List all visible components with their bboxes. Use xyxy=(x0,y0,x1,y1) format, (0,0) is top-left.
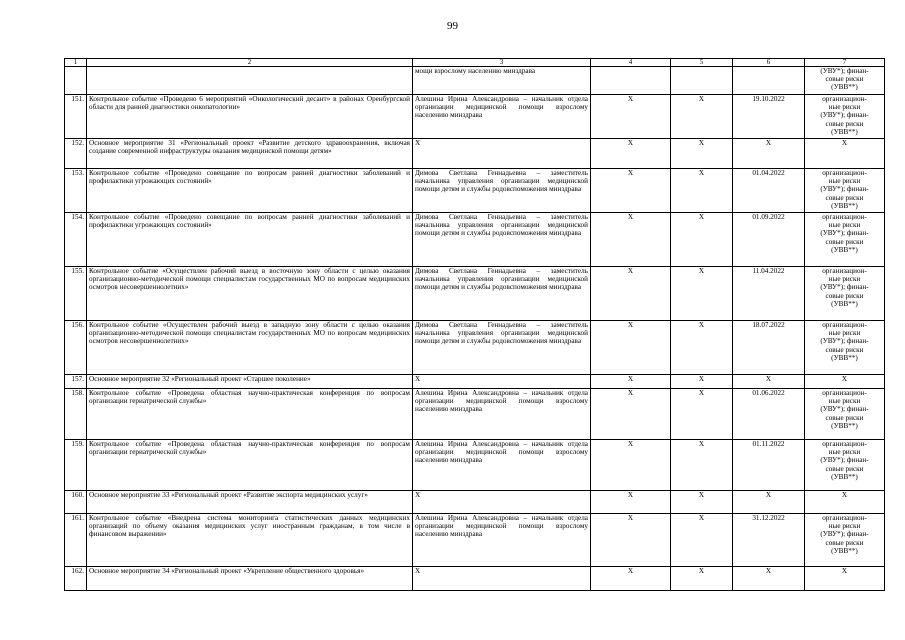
risk-line: организацион- xyxy=(822,514,867,522)
row-number: 161. xyxy=(65,514,87,567)
table-row xyxy=(65,375,885,389)
row-risk xyxy=(805,375,885,389)
row-risk xyxy=(805,267,885,321)
row-col4: Х xyxy=(591,169,671,213)
table-row xyxy=(65,389,885,440)
row-col4: Х xyxy=(591,389,671,440)
risk-line: (УВВ**) xyxy=(831,127,858,136)
row-responsible: Алешина Ирина Александровна – начальник отдела организации медицинской помощи взрослому населению минздрава xyxy=(413,389,591,440)
row-col4: Х xyxy=(591,514,671,567)
risk-line: совые риски xyxy=(825,75,864,84)
risk-line: ные риски xyxy=(828,177,861,186)
column-header: 4 xyxy=(591,59,671,67)
row-col5: Х xyxy=(671,267,733,321)
row-date: Х xyxy=(733,491,805,514)
row-number: 154. xyxy=(65,213,87,267)
row-responsible: Х xyxy=(413,139,591,169)
table-row xyxy=(65,514,885,567)
row-number: 156. xyxy=(65,321,87,375)
row-col5: Х xyxy=(671,389,733,440)
row-col5: Х xyxy=(671,213,733,267)
row-responsible: Алешина Ирина Александровна – начальник отдела организации медицинской помощи взрослому населению минздрава xyxy=(413,440,591,491)
risk-line: (УВВ**) xyxy=(831,546,858,555)
row-col4 xyxy=(591,67,671,95)
risk-line: совые риски xyxy=(825,413,864,422)
risk-line: организацион- xyxy=(822,440,867,448)
risk-line: ные риски xyxy=(828,103,861,112)
risk-line: совые риски xyxy=(825,237,864,246)
row-risk xyxy=(805,95,885,139)
risk-line: (УВВ**) xyxy=(831,421,858,430)
row-risk xyxy=(805,321,885,375)
row-date: 01.09.2022 xyxy=(733,213,805,267)
row-col5: Х xyxy=(671,491,733,514)
risk-line: совые риски xyxy=(825,538,864,547)
row-date: Х xyxy=(733,567,805,591)
column-header: 3 xyxy=(413,59,591,67)
row-number: 152. xyxy=(65,139,87,169)
row-number: 159. xyxy=(65,440,87,491)
risk-line: (УВУ*); финан- xyxy=(820,405,869,414)
risk-line: совые риски xyxy=(825,119,864,128)
row-number: 158. xyxy=(65,389,87,440)
row-description: Основное мероприятие 33 «Региональный проект «Развитие экспорта медицинских услуг» xyxy=(87,491,413,514)
risk-line: совые риски xyxy=(825,464,864,473)
risk-line: ные риски xyxy=(828,221,861,230)
row-responsible: Димова Светлана Геннадьевна – заместитель начальника управления организации медицинской помощи детям и службы родовспоможения минздрава xyxy=(413,267,591,321)
column-header: 1 xyxy=(65,59,87,67)
row-risk xyxy=(805,567,885,591)
table-row xyxy=(65,491,885,514)
row-responsible: мощи взрослому населению минздрава xyxy=(413,67,591,95)
risk-line: (УВУ*); финан- xyxy=(820,229,869,238)
row-description: Контрольное событие «Осуществлен рабочий выезд в восточную зону области с целью оказания организационно-методической помощи специалистам государственных МО по вопросам медицинских осмотров несовершеннолетних» xyxy=(87,267,413,321)
risk-line: организацион- xyxy=(822,389,867,397)
row-responsible: Х xyxy=(413,375,591,389)
row-risk xyxy=(805,514,885,567)
row-responsible: Алешина Ирина Александровна – начальник отдела организации медицинской помощи взрослому населению минздрава xyxy=(413,95,591,139)
risk-line: организацион- xyxy=(822,321,867,329)
row-risk xyxy=(805,389,885,440)
row-col4: Х xyxy=(591,491,671,514)
row-responsible: Алешина Ирина Александровна – начальник отдела организации медицинской помощи взрослому населению минздрава xyxy=(413,514,591,567)
row-col4: Х xyxy=(591,95,671,139)
row-number: 157. xyxy=(65,375,87,389)
row-number: 162. xyxy=(65,567,87,591)
row-date: 01.06.2022 xyxy=(733,389,805,440)
risk-line: (УВУ*); финан- xyxy=(820,185,869,194)
row-date: Х xyxy=(733,139,805,169)
risk-line: ные риски xyxy=(828,397,861,406)
row-col5: Х xyxy=(671,321,733,375)
row-description: Контрольное событие «Проведено совещание по вопросам ранней диагностики заболеваний и профилактики угрожающих состояний» xyxy=(87,169,413,213)
row-col4: Х xyxy=(591,375,671,389)
table-row xyxy=(65,267,885,321)
risk-line: (УВУ*); финан- xyxy=(820,456,869,465)
page-number: 99 xyxy=(447,20,458,32)
risk-line: (УВУ*); финан- xyxy=(820,111,869,120)
row-risk xyxy=(805,491,885,514)
risk-line: Х xyxy=(841,139,848,147)
table-row xyxy=(65,567,885,591)
table-row xyxy=(65,213,885,267)
risk-line: (УВВ**) xyxy=(831,245,858,254)
row-responsible: Х xyxy=(413,491,591,514)
table-body xyxy=(65,67,885,591)
risk-line: (УВВ**) xyxy=(831,83,858,92)
row-date: 01.11.2022 xyxy=(733,440,805,491)
risk-line: (УВВ**) xyxy=(831,353,858,362)
column-header: 2 xyxy=(87,59,413,67)
row-description: Контрольное событие «Проведено совещание по вопросам ранней диагностики заболеваний и профилактики угрожающих состояний» xyxy=(87,213,413,267)
row-col5: Х xyxy=(671,375,733,389)
row-col5: Х xyxy=(671,95,733,139)
row-number xyxy=(65,67,87,95)
row-col5: Х xyxy=(671,514,733,567)
risk-line: (УВВ**) xyxy=(831,299,858,308)
row-responsible: Димова Светлана Геннадьевна – заместитель начальника управления организации медицинской помощи детям и службы родовспоможения минздрава xyxy=(413,169,591,213)
risk-line: Х xyxy=(841,567,848,575)
risk-line: ные риски xyxy=(828,522,861,531)
row-risk xyxy=(805,139,885,169)
risk-line: совые риски xyxy=(825,193,864,202)
column-number-row xyxy=(65,59,885,67)
risk-line: совые риски xyxy=(825,291,864,300)
risk-line: (УВУ*); финан- xyxy=(820,283,869,292)
risk-line: (УВУ*); финан- xyxy=(820,530,869,539)
risk-line: совые риски xyxy=(825,345,864,354)
row-description xyxy=(87,67,413,95)
row-col4: Х xyxy=(591,321,671,375)
row-col5: Х xyxy=(671,139,733,169)
table-row xyxy=(65,95,885,139)
risk-line: ные риски xyxy=(828,448,861,457)
risk-line: организацион- xyxy=(822,169,867,177)
row-col5: Х xyxy=(671,567,733,591)
row-date: 11.04.2022 xyxy=(733,267,805,321)
row-description: Основное мероприятие 32 «Региональный проект «Старшее поколение» xyxy=(87,375,413,389)
column-header: 7 xyxy=(805,59,885,67)
row-description: Контрольное событие «Проведена областная научно-практическая конференция по вопросам организации гериатрической службы» xyxy=(87,389,413,440)
risk-line: организацион- xyxy=(822,213,867,221)
row-description: Контрольное событие «Проведено 6 мероприятий «Онкологический десант» в районах Оренбургской области для ранней диагностики онкопатологии» xyxy=(87,95,413,139)
column-header: 6 xyxy=(733,59,805,67)
risk-line: Х xyxy=(841,375,848,383)
plan-table xyxy=(64,58,885,591)
row-date: Х xyxy=(733,375,805,389)
row-risk xyxy=(805,213,885,267)
table-row xyxy=(65,321,885,375)
row-description: Основное мероприятие 34 «Региональный проект «Укрепление общественного здоровья» xyxy=(87,567,413,591)
risk-line: ные риски xyxy=(828,275,861,284)
row-date: 19.10.2022 xyxy=(733,95,805,139)
risk-line: (УВУ*); финан- xyxy=(820,337,869,346)
row-date xyxy=(733,67,805,95)
row-date: 31.12.2022 xyxy=(733,514,805,567)
row-col5 xyxy=(671,67,733,95)
row-number: 155. xyxy=(65,267,87,321)
risk-line: организацион- xyxy=(822,267,867,275)
risk-line: Х xyxy=(841,491,848,499)
row-col4: Х xyxy=(591,440,671,491)
row-description: Контрольное событие «Осуществлен рабочий выезд в западную зону области с целью оказания организационно-методической помощи специалистам государственных МО по вопросам медицинских осмотров несовершеннолетних» xyxy=(87,321,413,375)
row-description: Контрольное событие «Проведена областная научно-практическая конференция по вопросам организации гериатрической службы» xyxy=(87,440,413,491)
risk-line: ные риски xyxy=(828,329,861,338)
row-description: Основное мероприятие 31 «Региональный проект «Развитие детского здравоохранения, включая создание современной инфраструктуры оказания медицинской помощи детям» xyxy=(87,139,413,169)
row-responsible: Димова Светлана Геннадьевна – заместитель начальника управления организации медицинской помощи детям и службы родовспоможения минздрава xyxy=(413,213,591,267)
row-number: 160. xyxy=(65,491,87,514)
table-row xyxy=(65,169,885,213)
table-row xyxy=(65,440,885,491)
continuation-row xyxy=(65,67,885,95)
risk-line: организацион- xyxy=(822,95,867,103)
row-risk xyxy=(805,67,885,95)
row-number: 153. xyxy=(65,169,87,213)
table-row xyxy=(65,139,885,169)
row-col5: Х xyxy=(671,169,733,213)
row-risk xyxy=(805,169,885,213)
row-col4: Х xyxy=(591,267,671,321)
row-col5: Х xyxy=(671,440,733,491)
row-col4: Х xyxy=(591,139,671,169)
row-date: 01.04.2022 xyxy=(733,169,805,213)
risk-line: (УВВ**) xyxy=(831,472,858,481)
row-date: 18.07.2022 xyxy=(733,321,805,375)
row-responsible: Х xyxy=(413,567,591,591)
row-description: Контрольное событие «Внедрена система мониторинга статистических данных медицинских организаций по объему оказания медицинских услуг иностранным гражданам, в том числе в финансовом выражении» xyxy=(87,514,413,567)
row-col4: Х xyxy=(591,567,671,591)
risk-line: (УВУ*); финан- xyxy=(820,67,869,75)
row-col4: Х xyxy=(591,213,671,267)
row-number: 151. xyxy=(65,95,87,139)
row-risk xyxy=(805,440,885,491)
row-responsible: Димова Светлана Геннадьевна – заместитель начальника управления организации медицинской помощи детям и службы родовспоможения минздрава xyxy=(413,321,591,375)
risk-line: (УВВ**) xyxy=(831,201,858,210)
column-header: 5 xyxy=(671,59,733,67)
